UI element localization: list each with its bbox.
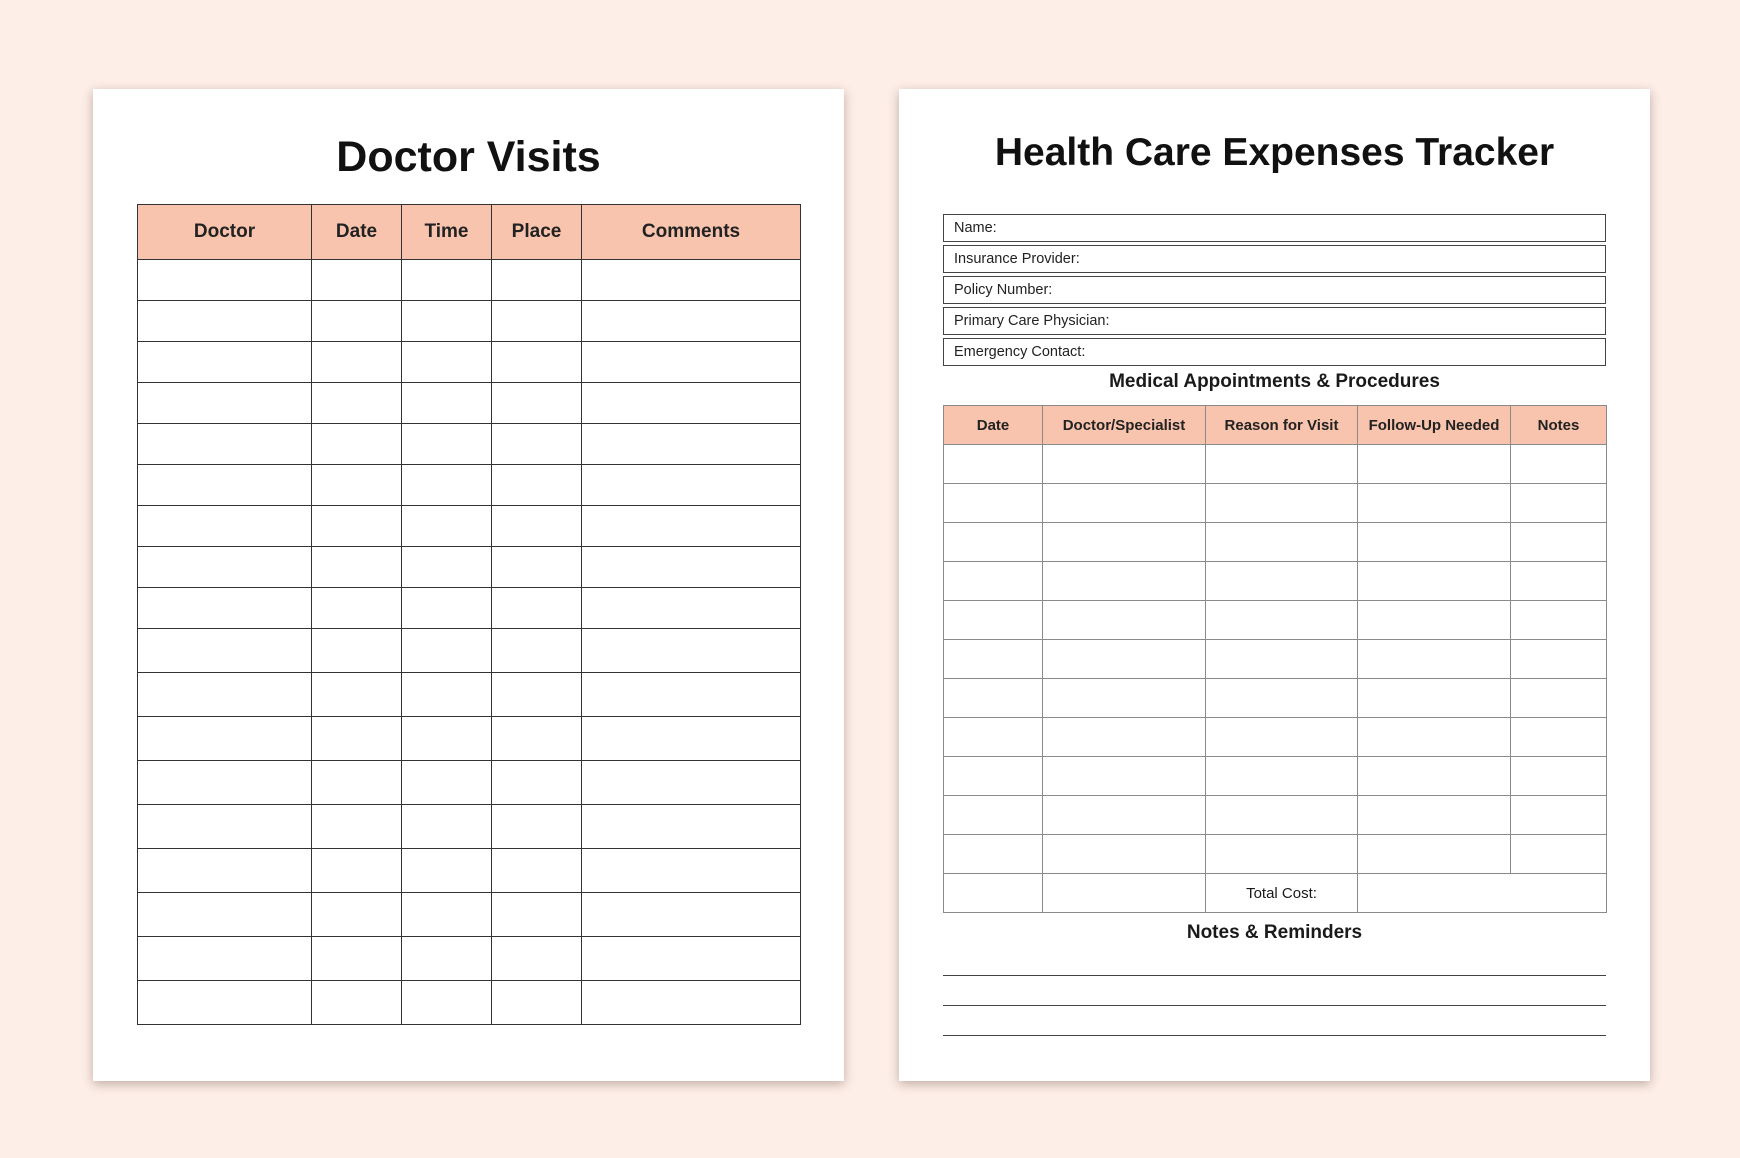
table-cell[interactable]: [402, 424, 492, 465]
table-cell[interactable]: [402, 937, 492, 981]
table-cell[interactable]: [1358, 601, 1511, 640]
emergency-contact-field[interactable]: Emergency Contact:: [943, 338, 1606, 366]
table-cell[interactable]: [492, 465, 582, 506]
table-cell[interactable]: [402, 342, 492, 383]
column-header-notes: Notes: [1511, 406, 1607, 445]
table-cell[interactable]: [138, 424, 312, 465]
table-cell[interactable]: [582, 629, 801, 673]
table-cell[interactable]: [1043, 796, 1206, 835]
table-cell[interactable]: [312, 342, 402, 383]
table-cell[interactable]: [492, 260, 582, 301]
table-cell[interactable]: [944, 484, 1043, 523]
table-row: [138, 673, 801, 717]
table-cell[interactable]: [1511, 562, 1607, 601]
table-cell[interactable]: [582, 937, 801, 981]
table-cell[interactable]: [1358, 484, 1511, 523]
table-cell[interactable]: [492, 805, 582, 849]
table-cell[interactable]: [138, 849, 312, 893]
table-cell[interactable]: [312, 629, 402, 673]
table-cell[interactable]: [1206, 718, 1358, 757]
table-cell[interactable]: [402, 893, 492, 937]
table-cell[interactable]: [138, 761, 312, 805]
table-cell[interactable]: [1206, 757, 1358, 796]
table-cell[interactable]: [1043, 601, 1206, 640]
table-cell[interactable]: [312, 717, 402, 761]
table-cell[interactable]: [402, 547, 492, 588]
column-header-reason-for-visit: Reason for Visit: [1206, 406, 1358, 445]
table-cell[interactable]: [582, 805, 801, 849]
table-row: [944, 679, 1607, 718]
table-cell[interactable]: [1511, 523, 1607, 562]
health-care-expenses-page: [899, 89, 1650, 1081]
info-fields: [943, 214, 1606, 369]
table-cell[interactable]: [312, 301, 402, 342]
table-row: [138, 465, 801, 506]
table-cell[interactable]: [1043, 874, 1206, 913]
table-cell[interactable]: [312, 547, 402, 588]
table-cell[interactable]: [582, 849, 801, 893]
table-cell[interactable]: [582, 301, 801, 342]
table-cell[interactable]: [1358, 445, 1511, 484]
table-cell[interactable]: [944, 445, 1043, 484]
table-cell[interactable]: [582, 506, 801, 547]
table-cell[interactable]: [1043, 718, 1206, 757]
table-row: [944, 835, 1607, 874]
page-title: Doctor Visits: [336, 133, 601, 181]
table-cell[interactable]: [402, 260, 492, 301]
table-cell[interactable]: [582, 260, 801, 301]
table-cell[interactable]: [492, 301, 582, 342]
table-cell[interactable]: [402, 981, 492, 1025]
table-row: [138, 547, 801, 588]
table-cell[interactable]: [402, 383, 492, 424]
total-cost-row: [944, 874, 1607, 913]
table-cell[interactable]: [944, 679, 1043, 718]
table-cell[interactable]: [402, 849, 492, 893]
table-cell[interactable]: [944, 757, 1043, 796]
table-cell[interactable]: [402, 301, 492, 342]
table-row: [138, 893, 801, 937]
table-cell[interactable]: [1206, 796, 1358, 835]
table-cell[interactable]: [1511, 445, 1607, 484]
table-header-row: [138, 205, 801, 260]
notes-line[interactable]: [943, 1035, 1606, 1036]
table-row: [944, 796, 1607, 835]
table-cell[interactable]: [492, 588, 582, 629]
table-cell[interactable]: [1358, 835, 1511, 874]
table-row: [138, 805, 801, 849]
table-cell[interactable]: [138, 588, 312, 629]
table-cell[interactable]: [402, 805, 492, 849]
table-cell[interactable]: [402, 506, 492, 547]
table-cell[interactable]: [582, 761, 801, 805]
table-cell[interactable]: [1043, 757, 1206, 796]
table-cell[interactable]: [944, 796, 1043, 835]
total-cost-value-cell[interactable]: [1358, 874, 1607, 913]
table-cell[interactable]: [138, 805, 312, 849]
table-cell[interactable]: [492, 673, 582, 717]
column-header-date: Date: [312, 205, 402, 260]
table-cell[interactable]: [944, 718, 1043, 757]
table-cell[interactable]: [312, 673, 402, 717]
table-cell[interactable]: [402, 761, 492, 805]
table-row: [138, 383, 801, 424]
table-cell[interactable]: [1358, 523, 1511, 562]
table-cell[interactable]: [944, 835, 1043, 874]
primary-care-physician-field[interactable]: Primary Care Physician:: [943, 307, 1606, 335]
column-header-doctor: Doctor: [138, 205, 312, 260]
table-cell[interactable]: [944, 562, 1043, 601]
table-cell[interactable]: [1043, 445, 1206, 484]
table-cell[interactable]: [582, 893, 801, 937]
table-cell[interactable]: [1511, 640, 1607, 679]
table-cell[interactable]: [1206, 679, 1358, 718]
table-cell[interactable]: [1358, 640, 1511, 679]
table-row: [138, 260, 801, 301]
table-cell[interactable]: [402, 673, 492, 717]
table-row: [138, 629, 801, 673]
table-cell[interactable]: [312, 937, 402, 981]
doctor-visits-table: [137, 204, 801, 1025]
table-cell[interactable]: [944, 874, 1043, 913]
table-cell[interactable]: [492, 506, 582, 547]
table-cell[interactable]: [312, 506, 402, 547]
policy-number-field[interactable]: Policy Number:: [943, 276, 1606, 304]
table-cell[interactable]: [312, 588, 402, 629]
table-row: [138, 506, 801, 547]
table-cell[interactable]: [582, 981, 801, 1025]
notes-line[interactable]: [943, 1005, 1606, 1006]
table-header-row: [944, 406, 1607, 445]
table-cell[interactable]: [402, 629, 492, 673]
table-cell[interactable]: [1043, 523, 1206, 562]
table-cell[interactable]: [582, 424, 801, 465]
table-cell[interactable]: [402, 465, 492, 506]
table-cell[interactable]: [492, 383, 582, 424]
table-cell[interactable]: [582, 342, 801, 383]
table-cell[interactable]: [1043, 484, 1206, 523]
column-header-date: Date: [944, 406, 1043, 445]
table-cell[interactable]: [1511, 718, 1607, 757]
table-cell[interactable]: [492, 717, 582, 761]
notes-section-title: Notes & Reminders: [1186, 922, 1363, 943]
table-cell[interactable]: [1358, 757, 1511, 796]
table-row: [944, 757, 1607, 796]
table-cell[interactable]: [312, 465, 402, 506]
table-cell[interactable]: [1206, 601, 1358, 640]
notes-line[interactable]: [943, 975, 1606, 976]
table-row: [944, 484, 1607, 523]
table-cell[interactable]: [312, 893, 402, 937]
table-cell[interactable]: [138, 893, 312, 937]
table-row: [138, 588, 801, 629]
insurance-provider-field[interactable]: Insurance Provider:: [943, 245, 1606, 273]
table-cell[interactable]: [138, 383, 312, 424]
table-cell[interactable]: [1206, 484, 1358, 523]
table-cell[interactable]: [492, 629, 582, 673]
table-cell[interactable]: [582, 547, 801, 588]
table-cell[interactable]: [1511, 484, 1607, 523]
table-cell[interactable]: [582, 673, 801, 717]
table-cell[interactable]: [1043, 640, 1206, 679]
table-cell[interactable]: [582, 588, 801, 629]
table-cell[interactable]: [138, 465, 312, 506]
table-cell[interactable]: [944, 640, 1043, 679]
table-cell[interactable]: [492, 761, 582, 805]
table-cell[interactable]: [1511, 601, 1607, 640]
table-cell[interactable]: [1206, 562, 1358, 601]
table-cell[interactable]: [312, 383, 402, 424]
table-cell[interactable]: [1206, 523, 1358, 562]
table-cell[interactable]: [138, 260, 312, 301]
table-row: [138, 342, 801, 383]
table-cell[interactable]: [1511, 796, 1607, 835]
table-cell[interactable]: [1358, 796, 1511, 835]
page-title: Health Care Expenses Tracker: [994, 131, 1555, 174]
column-header-time: Time: [402, 205, 492, 260]
table-cell[interactable]: [138, 342, 312, 383]
table-row: [944, 718, 1607, 757]
table-cell[interactable]: [138, 981, 312, 1025]
table-row: [138, 424, 801, 465]
table-cell[interactable]: [138, 301, 312, 342]
table-cell[interactable]: [582, 383, 801, 424]
table-cell[interactable]: [1206, 445, 1358, 484]
table-cell[interactable]: [1511, 679, 1607, 718]
table-row: [944, 523, 1607, 562]
column-header-place: Place: [492, 205, 582, 260]
table-cell[interactable]: [312, 805, 402, 849]
table-cell[interactable]: [582, 717, 801, 761]
table-cell[interactable]: [1358, 679, 1511, 718]
column-header-follow-up-needed: Follow-Up Needed: [1358, 406, 1511, 445]
table-cell[interactable]: [312, 260, 402, 301]
table-cell[interactable]: [1043, 835, 1206, 874]
table-cell[interactable]: [138, 629, 312, 673]
table-cell[interactable]: [138, 547, 312, 588]
table-row: [138, 849, 801, 893]
table-cell[interactable]: [1358, 718, 1511, 757]
table-cell[interactable]: [492, 893, 582, 937]
table-cell[interactable]: [944, 523, 1043, 562]
table-row: [944, 601, 1607, 640]
appointments-section-title: Medical Appointments & Procedures: [1109, 371, 1440, 392]
table-cell[interactable]: [312, 849, 402, 893]
table-row: [138, 937, 801, 981]
doctor-visits-page: [93, 89, 844, 1081]
table-cell[interactable]: [492, 849, 582, 893]
column-header-comments: Comments: [582, 205, 801, 260]
table-cell[interactable]: [138, 717, 312, 761]
table-cell[interactable]: [582, 465, 801, 506]
table-cell[interactable]: [138, 506, 312, 547]
total-cost-label: Total Cost:: [1206, 874, 1358, 913]
table-cell[interactable]: [1358, 562, 1511, 601]
appointments-table: [943, 405, 1607, 913]
table-cell[interactable]: [492, 547, 582, 588]
table-row: [138, 761, 801, 805]
table-cell[interactable]: [492, 937, 582, 981]
table-cell[interactable]: [402, 588, 492, 629]
name-field[interactable]: Name:: [943, 214, 1606, 242]
table-cell[interactable]: [312, 981, 402, 1025]
table-cell[interactable]: [1511, 757, 1607, 796]
table-cell[interactable]: [312, 761, 402, 805]
table-cell[interactable]: [138, 937, 312, 981]
table-row: [944, 640, 1607, 679]
table-cell[interactable]: [312, 424, 402, 465]
table-row: [944, 445, 1607, 484]
table-row: [138, 301, 801, 342]
table-cell[interactable]: [1043, 562, 1206, 601]
table-cell[interactable]: [944, 601, 1043, 640]
table-row: [138, 717, 801, 761]
table-cell[interactable]: [402, 717, 492, 761]
table-row: [944, 562, 1607, 601]
table-cell[interactable]: [138, 673, 312, 717]
table-row: [138, 981, 801, 1025]
table-cell[interactable]: [492, 981, 582, 1025]
table-cell[interactable]: [1206, 640, 1358, 679]
table-cell[interactable]: [492, 424, 582, 465]
table-cell[interactable]: [1206, 835, 1358, 874]
table-cell[interactable]: [1043, 679, 1206, 718]
column-header-doctor-specialist: Doctor/Specialist: [1043, 406, 1206, 445]
table-cell[interactable]: [1511, 835, 1607, 874]
table-cell[interactable]: [492, 342, 582, 383]
